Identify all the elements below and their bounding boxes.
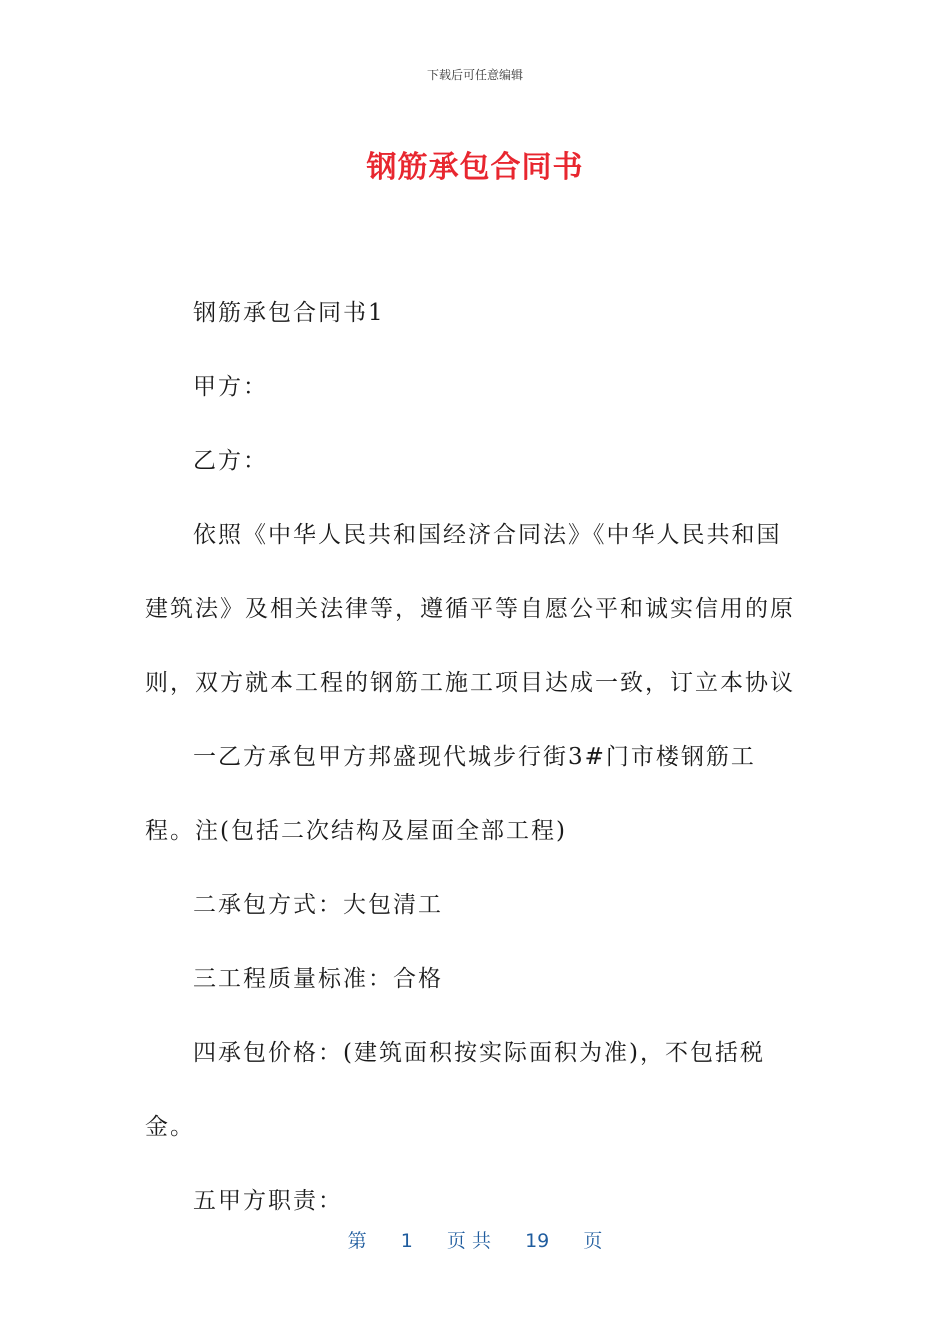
paragraph-party-b: 乙方： — [193, 448, 268, 474]
paragraph-party-a: 甲方： — [193, 374, 268, 400]
paragraph-heading: 钢筋承包合同书1 — [193, 300, 385, 326]
footer-middle: 页 共 — [446, 1230, 491, 1252]
footer-total-pages: 19 — [525, 1230, 550, 1252]
footer-current-page: 1 — [400, 1230, 413, 1252]
paragraph-clause-1: 一乙方承包甲方邦盛现代城步行街3#门市楼钢筋工程。注(包括二次结构及屋面全部工程) — [145, 744, 756, 844]
paragraph-clause-3: 三工程质量标准：合格 — [193, 966, 443, 992]
document-title: 钢筋承包合同书 — [366, 150, 584, 185]
header-note: 下载后可任意编辑 — [426, 68, 523, 82]
paragraph-clause-2: 二承包方式：大包清工 — [193, 892, 443, 918]
page-footer — [0, 1226, 950, 1253]
paragraph-basis: 依照《中华人民共和国经济合同法》《中华人民共和国建筑法》及相关法律等，遵循平等自愿公平和诚实信用的原则，双方就本工程的钢筋工施工项目达成一致，订立本协议 — [145, 522, 795, 696]
document-body — [145, 276, 805, 1238]
paragraph-clause-4: 四承包价格：(建筑面积按实际面积为准)，不包括税金。 — [145, 1040, 765, 1140]
footer-prefix: 第 — [347, 1230, 367, 1252]
paragraph-clause-5: 五甲方职责： — [193, 1188, 343, 1214]
footer-suffix: 页 — [583, 1230, 603, 1252]
